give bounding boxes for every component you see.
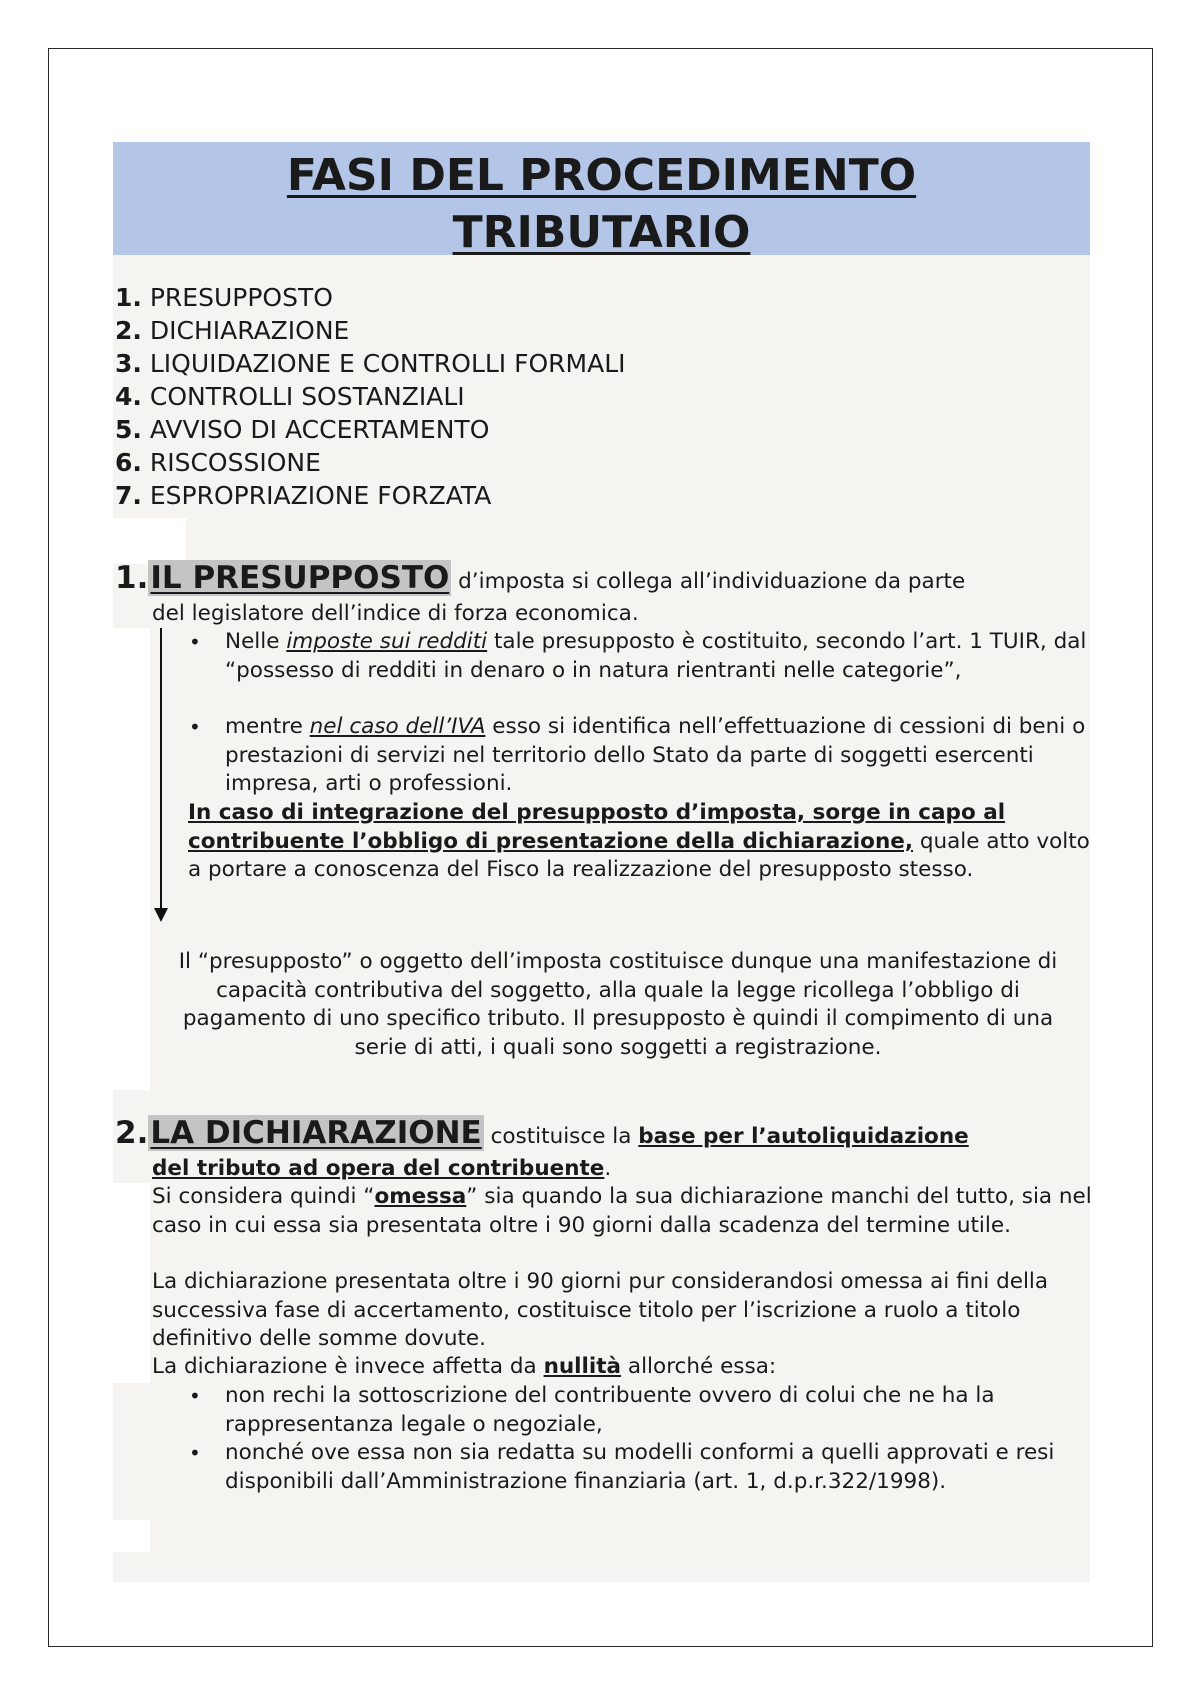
list-item: 2. DICHIARAZIONE [115,316,350,345]
title-line-1: FASI DEL PROCEDIMENTO [286,150,917,201]
list-item: 6. RISCOSSIONE [115,448,321,477]
section-1-title: IL PRESUPPOSTO [150,560,450,596]
phases-list [115,281,626,512]
list-item: 1. PRESUPPOSTO [115,283,333,312]
flow-arrow-line [160,628,162,910]
section-1-summary: Il “presupposto” o oggetto dell’imposta costituisce dunque una manifestazione di capacità contributiva del soggetto, alla quale la legge ricollega l’obbligo di pagamento di uno specifico tributo. Il presupposto è quindi il compimento di una serie di atti, i quali sono soggetti a registrazione. [178,949,1058,1060]
bullet-icon: • [189,1441,201,1465]
section-1-bullet-2: • mentre nel caso dell’IVA esso si identifica nell’effettuazione di cessioni di beni o prestazioni di servizi nel territorio dello Stato da parte di soggetti esercenti impresa, arti o professioni. [189,714,1086,796]
bg-notch [113,1183,150,1383]
section-2-title: LA DICHIARAZIONE [150,1115,482,1151]
section-1-bullet-1: • Nelle imposte sui redditi tale presupposto è costituito, secondo l’art. 1 TUIR, dal “possesso di redditi in denaro o in natura rientranti nelle categorie”, [189,629,1087,683]
list-item: 4. CONTROLLI SOSTANZIALI [115,382,465,411]
section-1-heading: 1.IL PRESUPPOSTO d’imposta si collega all’individuazione da parte [115,560,966,596]
title-line-2: TRIBUTARIO [452,207,751,258]
list-item: 3. LIQUIDAZIONE E CONTROLLI FORMALI [115,349,626,378]
bullet-icon: • [189,1384,201,1408]
section-2-bullet-1: • non rechi la sottoscrizione del contribuente ovvero di colui che ne ha la rappresentanza legale o negoziale, [189,1383,995,1437]
section-2-bullet-2: • nonché ove essa non sia redatta su modelli conformi a quelli approvati e resi disponibili dall’Amministrazione finanziaria (art. 1, d.p.r.322/1998). [189,1440,1055,1494]
list-item: 5. AVVISO DI ACCERTAMENTO [115,415,490,444]
section-2-intro-line2: del tributo ad opera del contribuente. [152,1156,612,1181]
section-1-obligation: In caso di integrazione del presupposto d’imposta, sorge in capo al contribuente l’obbligo di presentazione della dichiarazione, quale atto volto a portare a conoscenza del Fisco la realizzazione del presupposto stesso. [188,800,1090,882]
section-1-intro-line2: del legislatore dell’indice di forza economica. [152,601,639,626]
bullet-icon: • [189,715,201,739]
title-banner [113,142,1090,258]
list-item: 7. ESPROPRIAZIONE FORZATA [115,481,492,510]
section-2-nullita-paragraph: La dichiarazione è invece affetta da nullità allorché essa: [152,1354,777,1379]
section-2-late-paragraph: La dichiarazione presentata oltre i 90 giorni pur considerandosi omessa ai fini della successiva fase di accertamento, costituisce titolo per l’iscrizione a ruolo a titolo definitivo delle somme dovute. [152,1269,1049,1351]
bullet-icon: • [189,630,201,654]
section-2-omessa-paragraph: Si considera quindi “omessa” sia quando la sua dichiarazione manchi del tutto, sia nel caso in cui essa sia presentata oltre i 90 giorni dalla scadenza del termine utile. [152,1184,1092,1238]
document-title [113,142,1090,261]
bg-notch [113,1520,150,1552]
bg-notch [113,628,150,1090]
arrow-down-icon [154,908,168,922]
section-2-heading: 2.LA DICHIARAZIONE costituisce la base per l’autoliquidazione [115,1115,969,1151]
bg-notch [113,518,186,564]
